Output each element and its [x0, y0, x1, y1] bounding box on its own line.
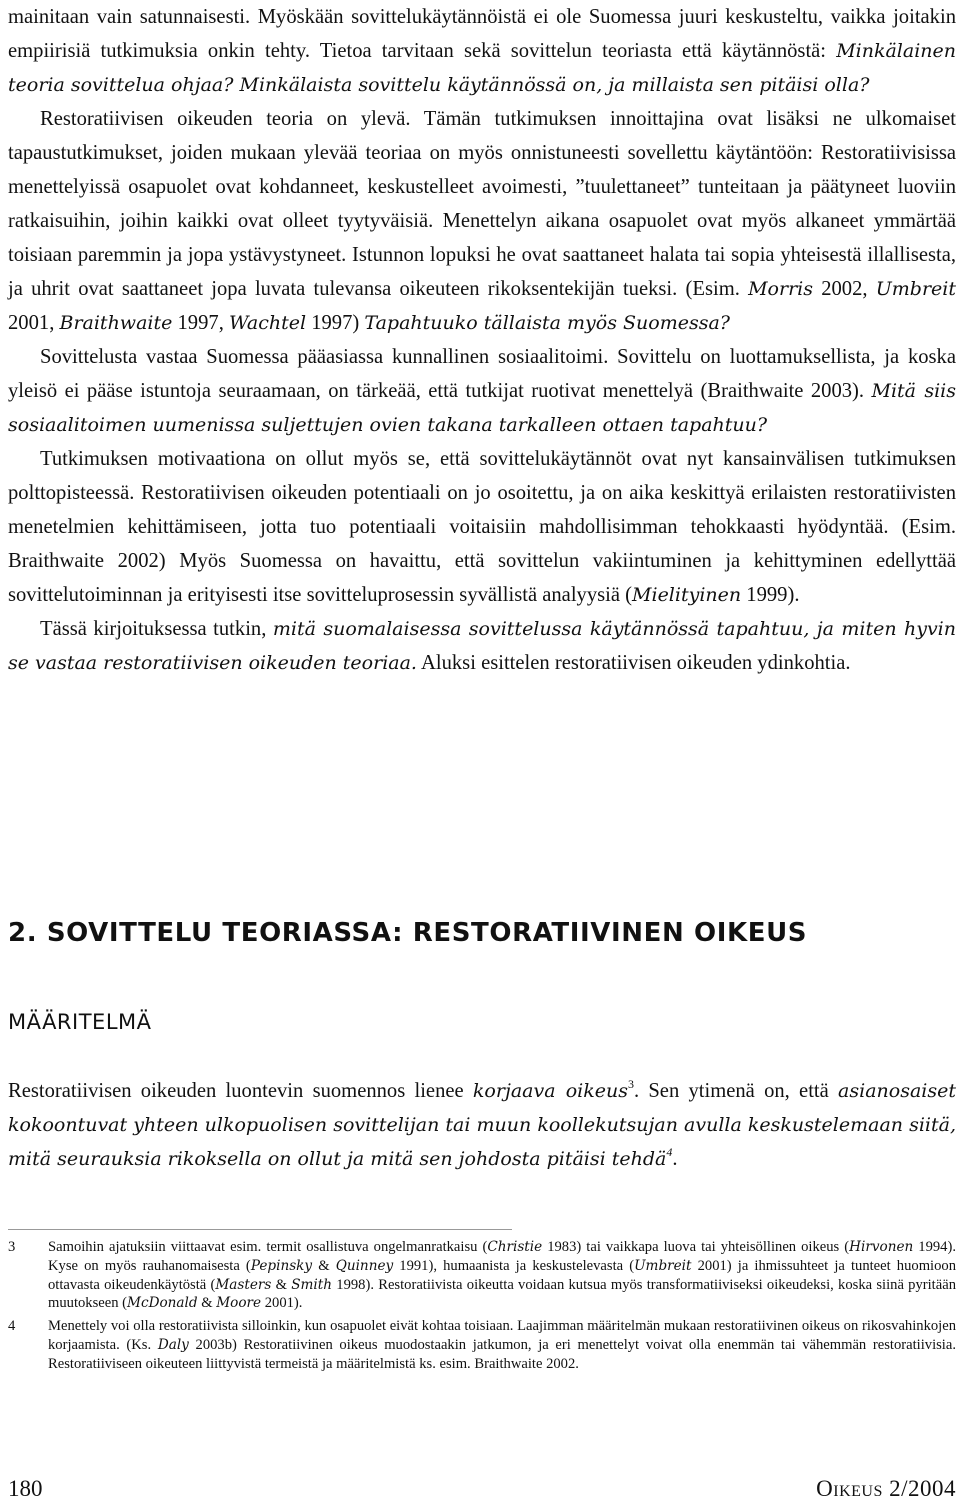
emphasis-text: Umbreit [634, 1257, 692, 1274]
paragraph-2 [8, 102, 956, 340]
footnote-ref: 3 [627, 1077, 634, 1092]
text-run: 2001, [8, 312, 60, 334]
paragraph-1 [8, 0, 956, 102]
footnote [8, 1238, 956, 1313]
subsection-heading: MÄÄRITELMÄ [8, 1010, 152, 1034]
text-run: 1999). [741, 584, 800, 606]
emphasis-text: mitä suomalaisessa sovittelussa käytännössä tapahtuu, ja miten hyvin se vastaa restoratiivisen oikeuden teoriaa. [8, 618, 956, 674]
emphasis-text: Pepinsky [250, 1257, 313, 1274]
emphasis-text: Mitä siis sosiaalitoimen uumenissa suljettujen ovien takana tarkalleen ottaen tapahtuu? [8, 380, 956, 436]
emphasis-text: Umbreit [875, 278, 957, 300]
text-run: Tässä kirjoituksessa tutkin, [40, 618, 273, 640]
text-run: 1994). Kyse on myös rauhanomaisesta ( [48, 1239, 956, 1274]
footnote-number: 4 [8, 1318, 16, 1335]
text-run: Restoratiivisen oikeuden teoria on ylevä. Tämän tutkimuksen innoittajina ovat lisäksi ne ulkomaiset tapaustutkimukset, joiden mukaan ylevää teoriaa on myös onnistuneesti sovellettu käytäntöön: Restoratiivisissa menettelyissä osapuolet ovat kohdanneet, keskustelleet avoimesti, ”tuulettaneet” tunteitaan ja päätyneet luoviin ratkaisuihin, joihin kaikki ovat olleet tyytyväisiä. Menettelyn aikana osapuolet ovat myös alkaneet ymmärtää toisiaan paremmin ja jopa ystävystyneet. Istunnon lopuksi he ovat saattaneet halata tai sopia yhteisestä illallisesta, ja uhrit ovat saattaneet jopa luvata tulevansa oikeuteen rikoksentekijän tueksi. (Esim. [8, 108, 956, 300]
paragraph-5 [8, 612, 956, 680]
emphasis-text: Smith [291, 1276, 333, 1293]
emphasis-text: Daly [157, 1336, 189, 1353]
journal-issue: Oikeus 2/2004 [816, 1476, 956, 1501]
paragraph-4 [8, 442, 956, 612]
text-run: . [672, 1148, 678, 1170]
text-run: 1983) tai vaikkapa luova tai yhteisöllinen oikeus ( [542, 1239, 850, 1255]
footnotes [8, 1238, 956, 1378]
emphasis-text: Mielityinen [632, 584, 742, 606]
text-run: . Sen ytimenä on, että [633, 1080, 839, 1102]
text-run: & [197, 1295, 217, 1312]
paragraph-3 [8, 340, 956, 442]
emphasis-text: McDonald [127, 1295, 198, 1312]
emphasis-text: Minkälainen teoria sovittelua ohjaa? Minkälaista sovittelu käytännössä on, ja millaista sen pitäisi olla? [8, 40, 956, 96]
text-run: Tutkimuksen motivaationa on ollut myös se, että sovittelukäytännöt ovat nyt kansainvälisen tutkimuksen polttopisteessä. Restoratiivisen oikeuden potentiaali on jo osoitettu, ja on aika keskittyä erilaisten restoratiivisten menetelmien kehittämiseen, jotta tuo potentiaali voitaisiin mahdollisimman tehokkaasti hyödyntää. (Esim. Braithwaite 2002) Myös Suomessa on havaittu, että sovittelun vakiintuminen ja kehittyminen edellyttää sovittelutoiminnan ja erityisesti itse sovitteluprosessin syvällistä analyysiä ( [8, 448, 956, 606]
emphasis-text: Moore [216, 1295, 262, 1312]
text-run: 2003b) Restoratiivinen oikeus muodostaakin jatkumon, ja eri menettelyt voivat olla enemmän tai vähemmän restoratiivisia. Restoratiiviseen oikeuteen liittyvistä termeistä ja määritelmistä ks. esim. Braithwaite 2002. [48, 1336, 956, 1372]
text-run: 2002, [812, 278, 876, 300]
footnote-ref: 4 [666, 1145, 673, 1160]
text-run: & [312, 1257, 336, 1274]
text-run: 1991), humaanista ja keskustelevasta ( [393, 1257, 635, 1274]
definition-paragraph [8, 1074, 956, 1176]
footnote-divider [8, 1229, 512, 1230]
emphasis-text: korjaava oikeus [472, 1080, 628, 1102]
definition-text [8, 1074, 956, 1176]
emphasis-text: Masters [215, 1276, 272, 1293]
text-run: 2001). [261, 1295, 303, 1312]
document-page [8, 0, 956, 1507]
text-run: mainitaan vain satunnaisesti. Myöskään sovittelukäytännöistä ei ole Suomessa juuri keskusteltu, vaikka joitakin empiirisiä tutkimuksia onkin tehty. Tietoa tarvitaan sekä sovittelun teoriasta että käytännöstä: [8, 6, 956, 62]
page-number: 180 [8, 1476, 43, 1501]
emphasis-text: Christie [487, 1239, 543, 1255]
text-run: Samoihin ajatuksiin viittaavat esim. termit osallistuva ongelmanratkaisu ( [48, 1239, 488, 1255]
footnote-text [48, 1317, 956, 1373]
emphasis-text: Morris [748, 278, 813, 300]
text-run: Menettely voi olla restoratiivista silloinkin, kun osapuolet eivät kohtaa toisiaan. Laajimman määritelmän mukaan restoratiivinen oikeus on rikosvahinkojen korjaamista. (Ks. [48, 1318, 956, 1353]
text-run: 1998). Restoratiivista oikeutta voidaan kutsua myös transformatiiviseksi oikeudeksi, koska siinä pyritään muutokseen ( [48, 1276, 956, 1312]
text-run: Restoratiivisen oikeuden luontevin suomennos lienee [8, 1080, 473, 1102]
emphasis-text: asianosaiset kokoontuvat yhteen ulkopuolisen sovittelijan tai muun koollekutsujan avulla keskustelemaan siitä, mitä seurauksia rikoksella on ollut ja mitä sen johdosta pitäisi tehdä [8, 1080, 956, 1170]
section-heading: 2. SOVITTELU TEORIASSA: RESTORATIIVINEN OIKEUS [8, 918, 808, 948]
text-run: 1997) [306, 312, 365, 334]
emphasis-text: Braithwaite [59, 312, 173, 334]
emphasis-text: Tapahtuuko tällaista myös Suomessa? [364, 312, 730, 334]
footnote-number: 3 [8, 1239, 16, 1255]
footnote-text [48, 1238, 956, 1313]
text-run: 1997, [172, 312, 229, 334]
text-run: Aluksi esittelen restoratiivisen oikeuden ydinkohtia. [416, 652, 851, 674]
emphasis-text: Hirvonen [849, 1239, 914, 1255]
emphasis-text: Quinney [335, 1257, 394, 1274]
body-text [8, 0, 956, 680]
text-run: & [271, 1276, 292, 1293]
text-run: Sovittelusta vastaa Suomessa pääasiassa kunnallinen sosiaalitoimi. Sovittelu on luottamuksellista, ja koska yleisö ei pääse istuntoja seuraamaan, on tärkeää, että tutkijat ruotivat menettelyä (Braithwaite 2003). [8, 346, 956, 402]
text-run: 2001) ja ihmissuhteet ja tunteet huomioon ottavasta oikeudenkäytöstä ( [48, 1257, 956, 1293]
emphasis-text: Wachtel [229, 312, 307, 334]
footnote [8, 1317, 956, 1373]
